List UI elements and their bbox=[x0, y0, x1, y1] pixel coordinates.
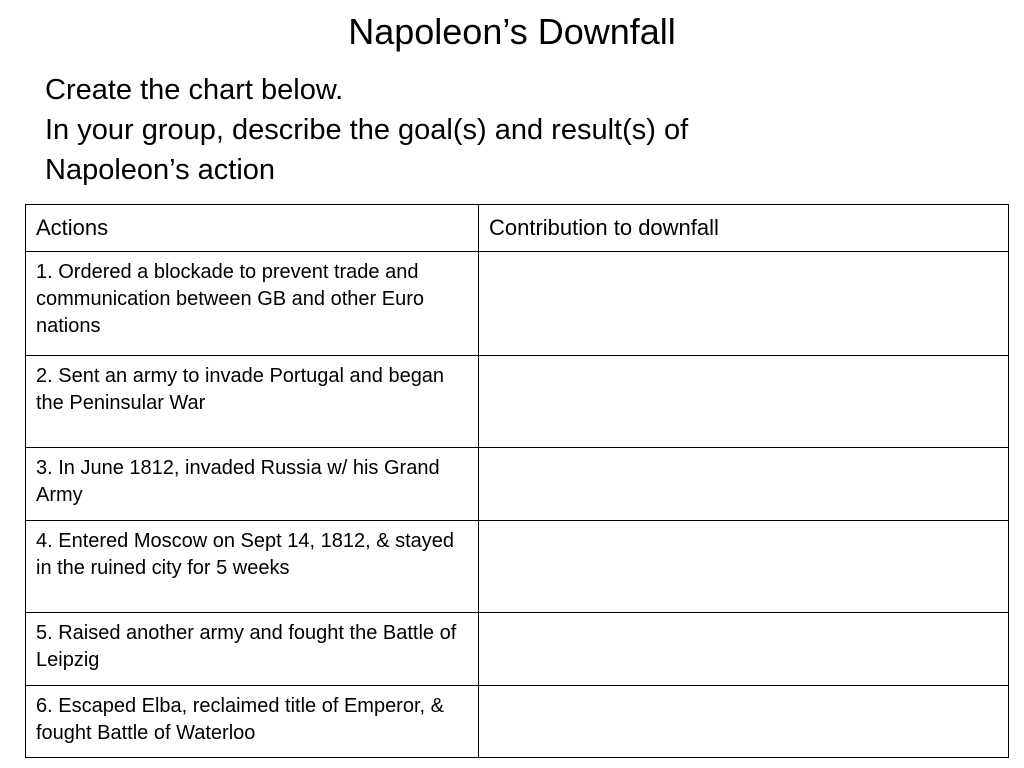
table-row bbox=[26, 356, 1009, 448]
header-contribution: Contribution to downfall bbox=[479, 205, 1009, 252]
contribution-cell[interactable] bbox=[479, 356, 1009, 448]
contribution-cell[interactable] bbox=[479, 521, 1009, 613]
instruction-line-1: Create the chart below. bbox=[45, 74, 344, 106]
table-row bbox=[26, 252, 1009, 356]
action-cell: 4. Entered Moscow on Sept 14, 1812, & stayed in the ruined city for 5 weeks bbox=[26, 521, 479, 613]
instructions bbox=[45, 70, 1005, 190]
table-row bbox=[26, 448, 1009, 521]
action-cell: 3. In June 1812, invaded Russia w/ his Grand Army bbox=[26, 448, 479, 521]
contribution-cell[interactable] bbox=[479, 448, 1009, 521]
action-cell: 6. Escaped Elba, reclaimed title of Emperor, & fought Battle of Waterloo bbox=[26, 686, 479, 758]
contribution-cell[interactable] bbox=[479, 613, 1009, 686]
table-row bbox=[26, 521, 1009, 613]
page-title: Napoleon’s Downfall bbox=[348, 11, 676, 52]
table-row bbox=[26, 686, 1009, 758]
downfall-chart-table bbox=[25, 204, 1009, 758]
instruction-line-2: In your group, describe the goal(s) and result(s) of bbox=[45, 114, 689, 146]
contribution-cell[interactable] bbox=[479, 686, 1009, 758]
action-cell: 1. Ordered a blockade to prevent trade and communication between GB and other Euro nations bbox=[26, 252, 479, 356]
contribution-cell[interactable] bbox=[479, 252, 1009, 356]
header-actions: Actions bbox=[26, 205, 479, 252]
action-cell: 5. Raised another army and fought the Battle of Leipzig bbox=[26, 613, 479, 686]
action-cell: 2. Sent an army to invade Portugal and began the Peninsular War bbox=[26, 356, 479, 448]
table-header-row bbox=[26, 205, 1009, 252]
instruction-line-3: Napoleon’s action bbox=[45, 154, 276, 186]
table-row bbox=[26, 613, 1009, 686]
